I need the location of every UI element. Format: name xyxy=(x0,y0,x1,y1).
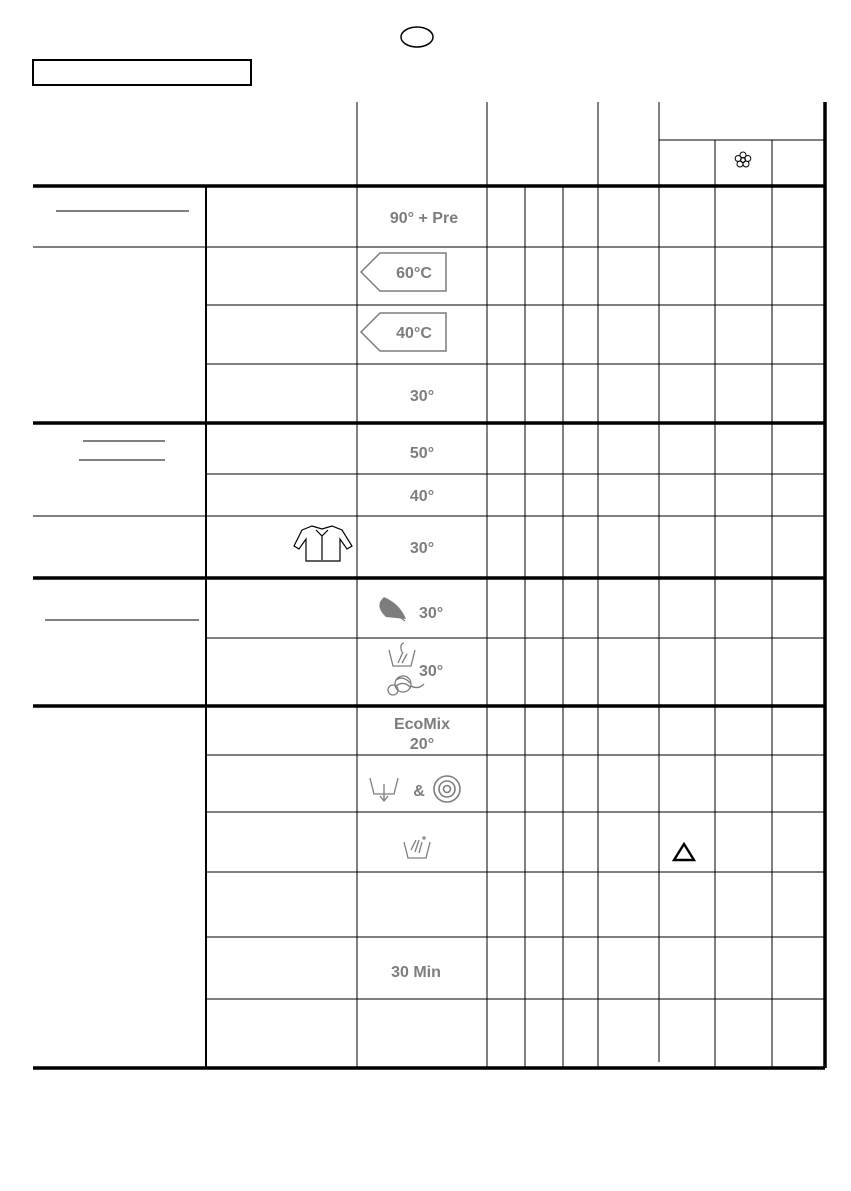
rinse-tub-icon xyxy=(404,837,430,858)
tag-40-icon xyxy=(361,313,446,351)
program-label-60c: 60°C xyxy=(396,265,432,282)
handwash-tub-icon xyxy=(389,643,415,666)
program-label-40c: 40°C xyxy=(396,325,432,342)
drain-spin-separator: & xyxy=(413,783,425,800)
program-label-40: 40° xyxy=(409,488,435,505)
program-label-30-wool: 30° xyxy=(419,663,444,680)
program-label-50: 50° xyxy=(409,445,435,462)
program-label-30-b: 30° xyxy=(409,540,435,557)
country-badge-icon xyxy=(401,27,433,47)
table-grid xyxy=(33,102,825,1068)
triangle-icon xyxy=(674,844,694,860)
program-label-30-a: 30° xyxy=(409,388,435,405)
shirt-icon xyxy=(294,526,352,561)
program-label-ecomix: EcoMix xyxy=(393,716,451,733)
feather-icon xyxy=(379,597,406,621)
tag-60-icon xyxy=(361,253,446,291)
program-label-30-feather: 30° xyxy=(419,605,444,622)
flower-icon xyxy=(735,152,751,167)
program-label-20: 20° xyxy=(409,736,435,753)
program-label-30-min: 30 Min xyxy=(391,964,441,981)
spin-spiral-icon xyxy=(434,776,460,802)
title-box xyxy=(33,60,251,85)
program-label-90-pre: 90° + Pre xyxy=(389,210,459,227)
drain-tub-icon xyxy=(370,778,398,801)
